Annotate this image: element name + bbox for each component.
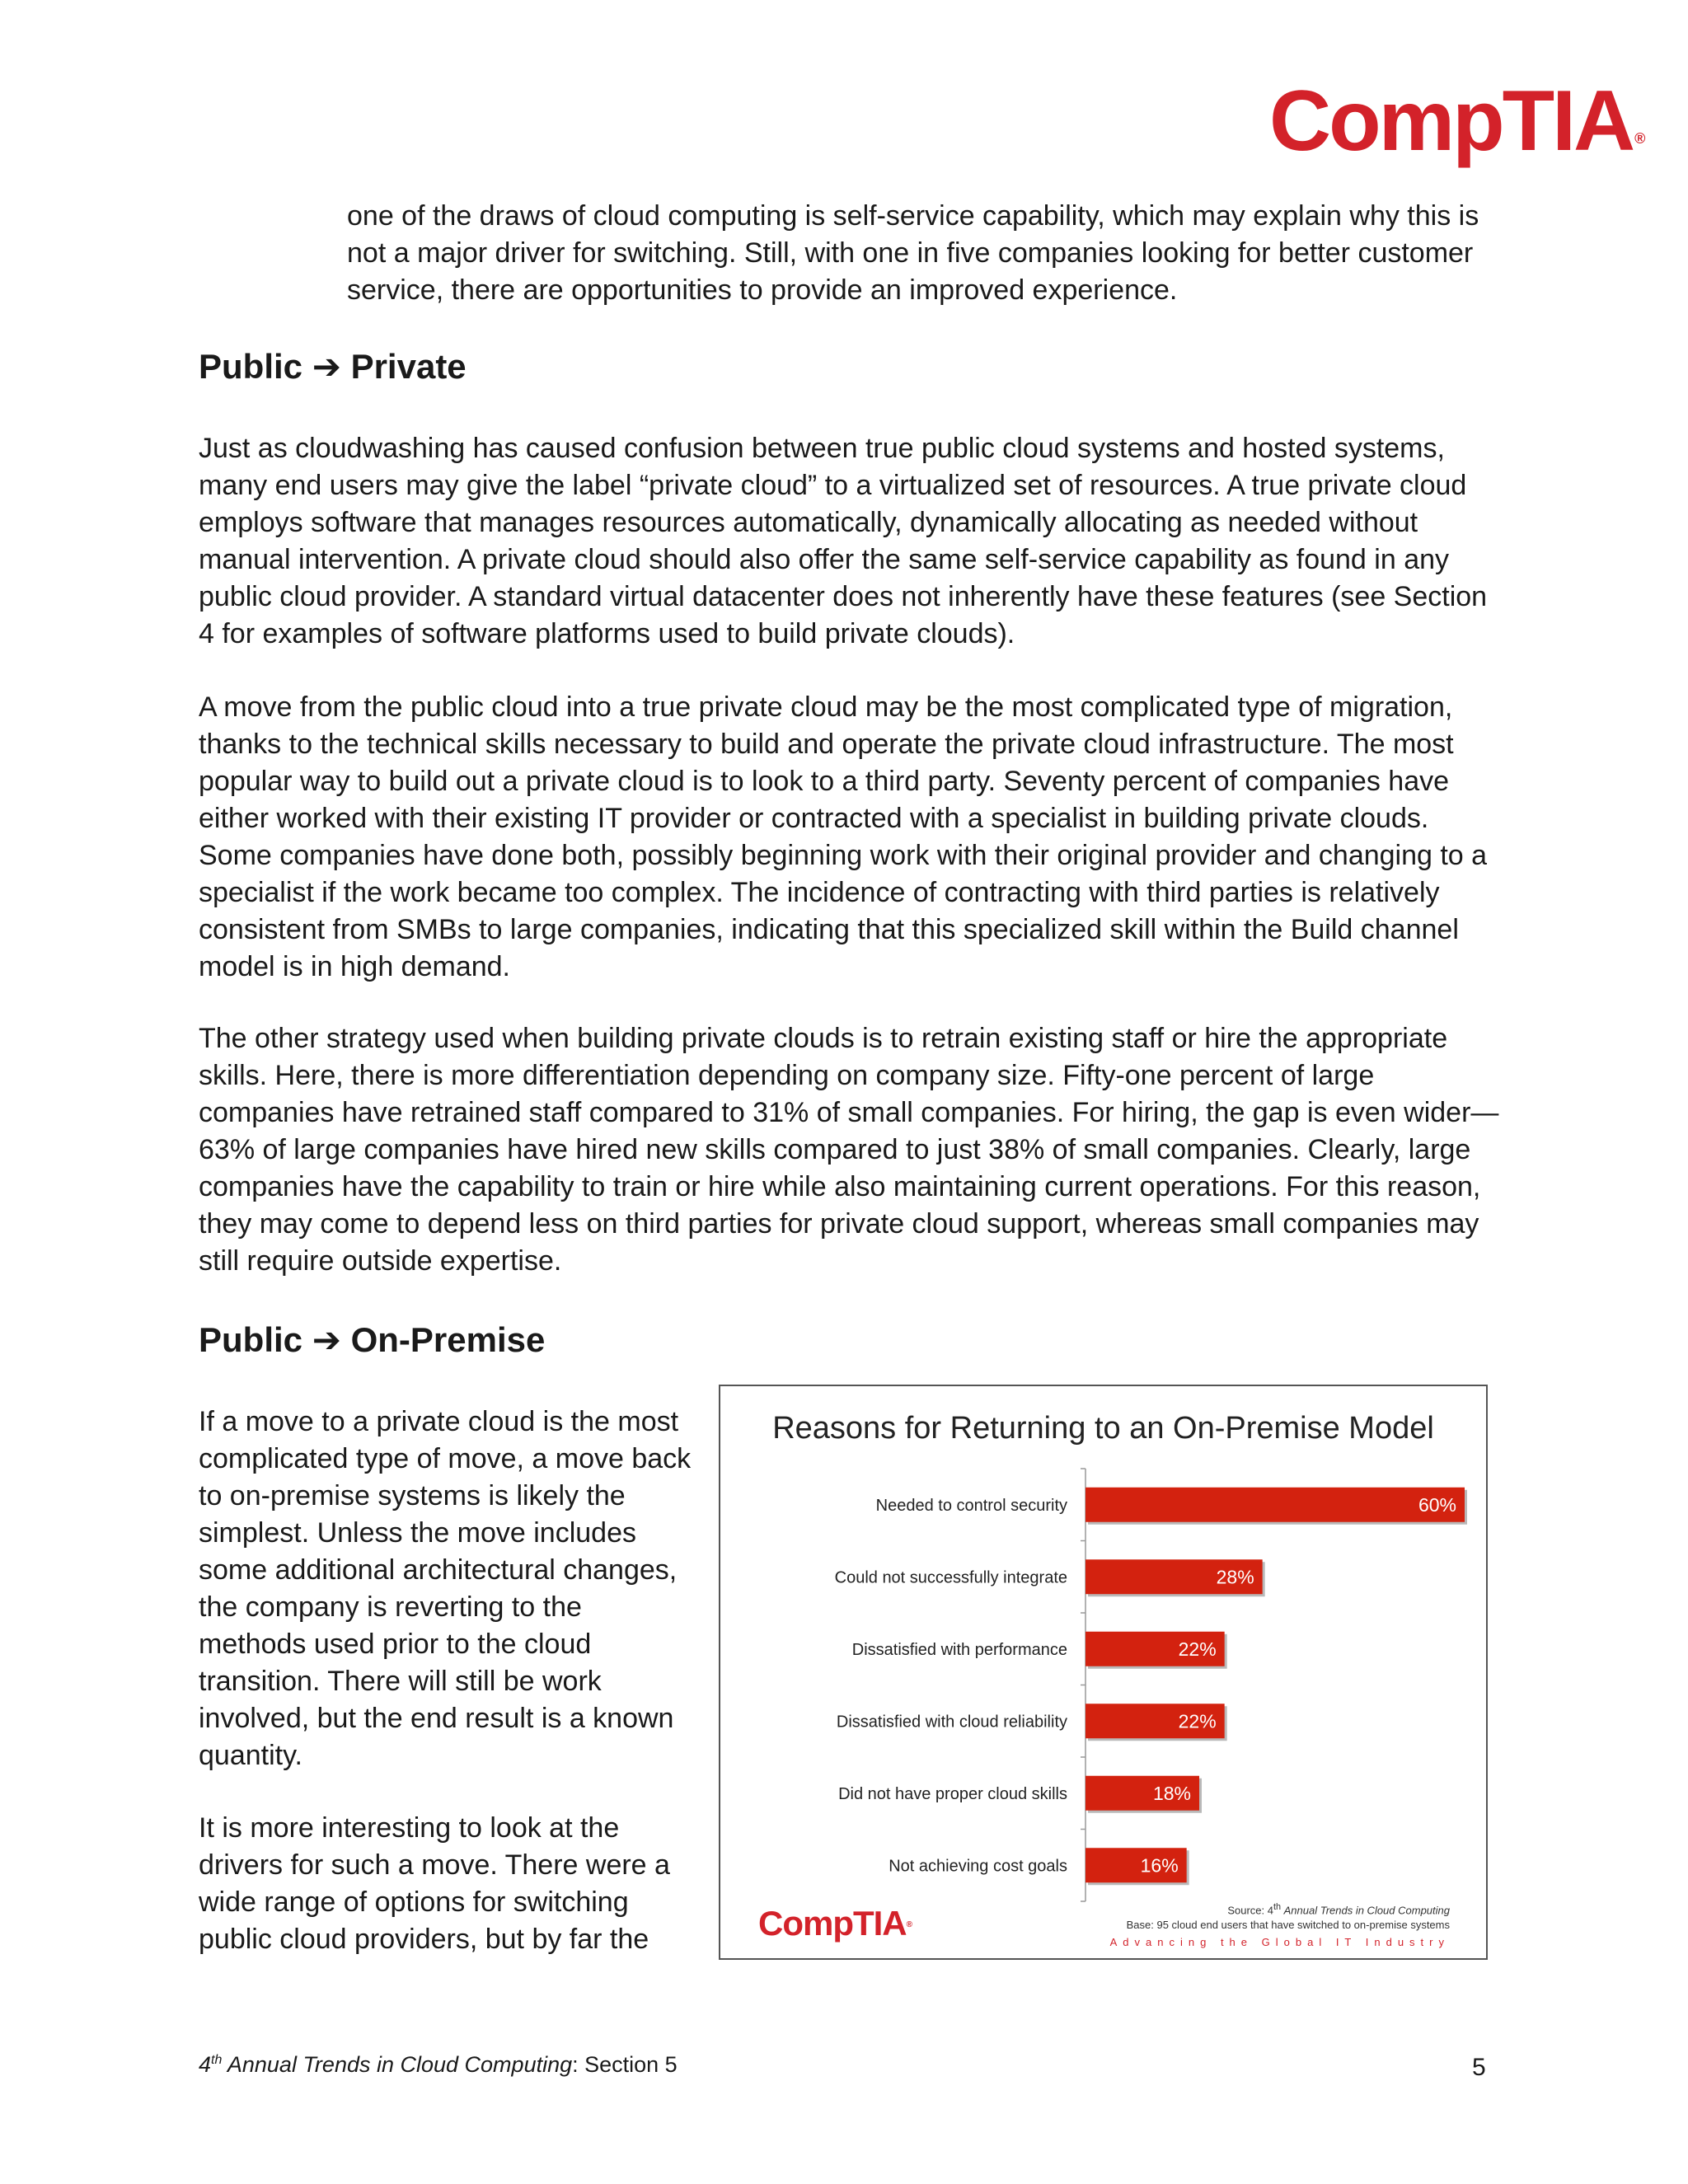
intro-paragraph: one of the draws of cloud computing is self-service capability, which may explain why this is not a major driver for switching. Still, with one in five companies looking for better customer service, there are opportunities to provide an improved experience.: [347, 200, 1479, 306]
arrow-right-icon: ➔: [312, 347, 341, 386]
chart-category-label: Needed to control security: [875, 1496, 1067, 1515]
page-footer: 4th Annual Trends in Cloud Computing: Section 5: [199, 2052, 678, 2077]
onpremise-paragraph-2: It is more interesting to look at the drivers for such a move. There were a wide range of options for switching public cloud providers, but by far the: [199, 1812, 670, 1955]
chart-value-label: 18%: [1152, 1782, 1191, 1804]
onpremise-paragraph-1: If a move to a private cloud is the most complicated type of move, a move back to on-premise systems is likely the simplest. Unless the move includes some additional architectural changes, the company is reverting to the methods used prior to the cloud transition. There will still be work involved, but the end result is a known quantity.: [199, 1406, 692, 1771]
chart-category-label: Dissatisfied with performance: [851, 1640, 1067, 1659]
chart-value-label: 22%: [1178, 1710, 1217, 1732]
arrow-right-icon: ➔: [312, 1320, 341, 1359]
chart-tagline: Advancing the Global IT Industry: [1109, 1936, 1450, 1948]
comptia-logo: CompTIA ®: [1269, 73, 1646, 169]
chart-value-label: 16%: [1140, 1854, 1179, 1877]
chart-category-label: Did not have proper cloud skills: [838, 1784, 1067, 1803]
chart-value-label: 60%: [1418, 1493, 1456, 1516]
chart-category-label: Not achieving cost goals: [889, 1857, 1067, 1876]
chart-plot: [720, 1386, 1486, 1958]
chart-source: Source: 4th Annual Trends in Cloud Computing: [1227, 1902, 1450, 1917]
chart-value-label: 28%: [1216, 1566, 1254, 1588]
chart-category-label: Dissatisfied with cloud reliability: [836, 1713, 1067, 1732]
chart-category-label: Could not successfully integrate: [834, 1568, 1067, 1587]
chart-reasons-on-premise: [719, 1385, 1488, 1960]
chart-base-note: Base: 95 cloud end users that have switched to on-premise systems: [1126, 1919, 1450, 1931]
heading-public-private: Public ➔ Private: [199, 347, 467, 386]
chart-comptia-logo: CompTIA®: [758, 1904, 912, 1943]
chart-bar: [1085, 1488, 1465, 1522]
private-paragraph-1: Just as cloudwashing has caused confusion between true public cloud systems and hosted systems, many end users may give the label “private cloud” to a virtualized set of resources. A true private cloud employs software that manages resources automatically, dynamically allocating as needed without manual intervention. A private cloud should also offer the same self-service capability as found in any public cloud provider. A standard virtual datacenter does not inherently have these features (see Section 4 for examples of software platforms used to build private clouds).: [199, 433, 1488, 649]
heading-public-onpremise: Public ➔ On-Premise: [199, 1320, 546, 1359]
chart-value-label: 22%: [1178, 1638, 1217, 1660]
chart-title: Reasons for Returning to an On-Premise Model: [772, 1411, 1434, 1446]
page-number: 5: [1472, 2054, 1486, 2081]
private-paragraph-2: A move from the public cloud into a true private cloud may be the most complicated type of migration, thanks to the technical skills necessary to build and operate the private cloud infrastructure. The most popular way to build out a private cloud is to look to a third party. Seventy percent of companies have either worked with their existing IT provider or contracted with a specialist in building private clouds. Some companies have done both, possibly beginning work with their original provider and changing to a specialist if the work became too complex. The incidence of contracting with third parties is relatively consistent from SMBs to large companies, indicating that this specialized skill within the Build channel model is in high demand.: [199, 691, 1488, 982]
private-paragraph-3: The other strategy used when building private clouds is to retrain existing staff or hire the appropriate skills. Here, there is more differentiation depending on company size. Fifty-one percent of large companies have retrained staff compared to 31% of small companies. For hiring, the gap is even wider—63% of large companies have hired new skills compared to just 38% of small companies. Clearly, large companies have the capability to train or hire while also maintaining current operations. For this reason, they may come to depend less on third parties for private cloud support, whereas small companies may still require outside expertise.: [199, 1023, 1499, 1277]
